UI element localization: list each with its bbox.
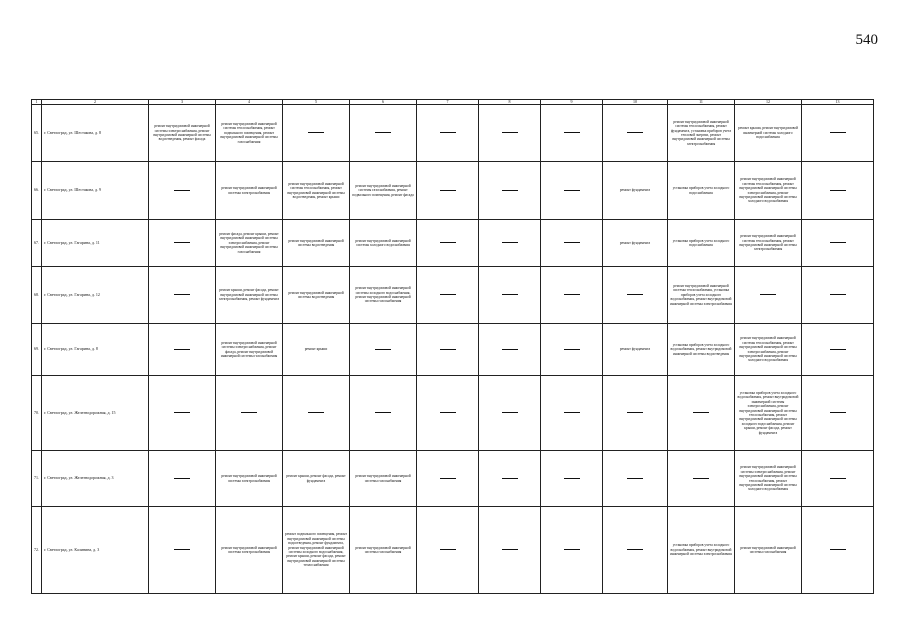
- empty-cell: [668, 451, 735, 507]
- column-header: 6: [350, 100, 417, 105]
- works-cell: ремонт внутридомовой инженерной системы газоснабжения, ремонт подвального помещения, ремонт фасада: [350, 162, 417, 220]
- row-number: 67.: [32, 220, 42, 267]
- works-cell: ремонт внутридомовой инженерной системы электроснабжения, ремонт внутридомовой инженерной системы теплоснабжения, ремонт внутридомовой инженерной системы холодного водоснабжения: [735, 451, 802, 507]
- dash-mark: [693, 478, 709, 479]
- dash-mark: [564, 412, 580, 413]
- empty-cell: [802, 507, 874, 594]
- dash-mark: [440, 132, 456, 133]
- repair-schedule-table: [31, 99, 874, 594]
- dash-mark: [564, 294, 580, 295]
- page-number: 540: [855, 32, 878, 48]
- empty-cell: [479, 105, 541, 162]
- works-cell: ремонт внутридомовой инженерной системы теплоснабжения, ремонт подвального помещения, ремонт внутридомовой инженерной системы газоснабжения: [216, 105, 283, 162]
- row-number: 68.: [32, 267, 42, 324]
- column-header: 11: [668, 100, 735, 105]
- empty-cell: [417, 324, 479, 376]
- address-cell: г. Светлоград, ул. Гагарина, д. 11: [42, 220, 149, 267]
- dash-mark: [627, 412, 643, 413]
- column-header: 8: [479, 100, 541, 105]
- dash-mark: [174, 549, 190, 550]
- empty-cell: [541, 376, 603, 451]
- dash-mark: [564, 349, 580, 350]
- dash-mark: [174, 478, 190, 479]
- works-cell: ремонт крыши, ремонт фасада, ремонт внутридомовой инженерной системы электроснабжения, ремонт фундамента: [216, 267, 283, 324]
- dash-mark: [627, 478, 643, 479]
- empty-cell: [541, 162, 603, 220]
- empty-cell: [802, 267, 874, 324]
- dash-mark: [627, 549, 643, 550]
- row-number: 66.: [32, 162, 42, 220]
- dash-mark: [440, 349, 456, 350]
- works-cell: ремонт фасада, ремонт крыши, ремонт внутридомовой инженерной системы электроснабжения, ремонт внутридомовой инженерной системы газоснабжения: [216, 220, 283, 267]
- dash-mark: [502, 349, 518, 350]
- dash-mark: [174, 349, 190, 350]
- address-cell: г. Светлоград, ул. Гагарина, д. 8: [42, 324, 149, 376]
- empty-cell: [149, 162, 216, 220]
- empty-cell: [417, 220, 479, 267]
- dash-mark: [375, 132, 391, 133]
- works-cell: ремонт фундамента: [603, 162, 668, 220]
- empty-cell: [802, 451, 874, 507]
- empty-cell: [417, 267, 479, 324]
- empty-cell: [479, 267, 541, 324]
- column-header: 2: [42, 100, 149, 105]
- works-cell: ремонт внутридомовой инженерной системы теплоснабжения, ремонт фундамента, установка приборов учета тепловой энергии, ремонт внутридомовой инженерной системы электроснабжения: [668, 105, 735, 162]
- works-cell: ремонт внутридомовой инженерной системы газоснабжения: [350, 507, 417, 594]
- empty-cell: [479, 507, 541, 594]
- column-header: 9: [541, 100, 603, 105]
- empty-cell: [541, 451, 603, 507]
- column-header: 1: [32, 100, 42, 105]
- empty-cell: [417, 105, 479, 162]
- dash-mark: [440, 242, 456, 243]
- table-row: [32, 376, 874, 451]
- dash-mark: [830, 242, 846, 243]
- row-number: 71.: [32, 451, 42, 507]
- dash-mark: [564, 190, 580, 191]
- dash-mark: [375, 349, 391, 350]
- table-row: [32, 267, 874, 324]
- dash-mark: [174, 242, 190, 243]
- column-header: 5: [283, 100, 350, 105]
- empty-cell: [603, 267, 668, 324]
- empty-cell: [149, 267, 216, 324]
- address-cell: г. Светлоград, ул. Железнодорожная, д. 3: [42, 451, 149, 507]
- works-cell: установка приборов учета холодного водоснабжения: [668, 220, 735, 267]
- row-number: 70.: [32, 376, 42, 451]
- dash-mark: [693, 412, 709, 413]
- works-cell: ремонт внутридомовой инженерной системы водоотведения: [283, 220, 350, 267]
- dash-mark: [440, 412, 456, 413]
- table-row: [32, 220, 874, 267]
- dash-mark: [440, 294, 456, 295]
- dash-mark: [502, 190, 518, 191]
- empty-cell: [802, 324, 874, 376]
- empty-cell: [541, 324, 603, 376]
- empty-cell: [802, 162, 874, 220]
- works-cell: ремонт внутридомовой инженерной системы водоотведения: [283, 267, 350, 324]
- works-cell: установка приборов учета холодного водоснабжения, ремонт внутридомовой инженерной системы электроснабжения, ремонт внутридомовой инженерной системы теплоснабжения, ремонт внутридомовой инженерной системы холодного водоснабжения, ремонт крыши, ремонт фасада, ремонт фундамента: [735, 376, 802, 451]
- address-cell: г. Светлоград, ул. Железнодорожная, д. 15: [42, 376, 149, 451]
- dash-mark: [174, 412, 190, 413]
- table-row: [32, 324, 874, 376]
- empty-cell: [603, 105, 668, 162]
- address-cell: г. Светлоград, ул. Гагарина, д. 12: [42, 267, 149, 324]
- dash-mark: [440, 190, 456, 191]
- empty-cell: [283, 105, 350, 162]
- column-header: 3: [149, 100, 216, 105]
- works-cell: установка приборов учета холодного водоснабжения, ремонт внутридомовой инженерной системы электроснабжения: [668, 507, 735, 594]
- empty-cell: [417, 376, 479, 451]
- works-cell: ремонт внутридомовой инженерной системы теплоснабжения, ремонт внутридомовой инженерной системы электроснабжения: [735, 220, 802, 267]
- works-cell: ремонт фундамента: [603, 324, 668, 376]
- column-header: 7: [417, 100, 479, 105]
- dash-mark: [830, 132, 846, 133]
- works-cell: ремонт внутридомовой инженерной системы газоснабжения: [735, 507, 802, 594]
- dash-mark: [241, 412, 257, 413]
- empty-cell: [149, 451, 216, 507]
- dash-mark: [174, 294, 190, 295]
- empty-cell: [417, 451, 479, 507]
- dash-mark: [830, 478, 846, 479]
- empty-cell: [802, 376, 874, 451]
- table-row: [32, 507, 874, 594]
- dash-mark: [830, 412, 846, 413]
- dash-mark: [627, 132, 643, 133]
- dash-mark: [760, 294, 776, 295]
- works-cell: ремонт внутридомовой инженерной системы электроснабжения: [216, 451, 283, 507]
- empty-cell: [417, 162, 479, 220]
- dash-mark: [564, 132, 580, 133]
- works-cell: ремонт внутридомовой инженерной системы электроснабжения, ремонт внутридомовой инженерной системы водоотведения, ремонт фасада: [149, 105, 216, 162]
- dash-mark: [502, 294, 518, 295]
- empty-cell: [802, 105, 874, 162]
- dash-mark: [375, 412, 391, 413]
- works-cell: установка приборов учета холодного водоснабжения, ремонт внутридомовой инженерной системы водоотведения: [668, 324, 735, 376]
- empty-cell: [479, 451, 541, 507]
- works-cell: ремонт внутридомовой инженерной системы теплоснабжения, ремонт внутридомовой инженерной системы электроснабжения, ремонт внутридомовой инженерной системы холодного водоснабжения: [735, 324, 802, 376]
- empty-cell: [149, 220, 216, 267]
- empty-cell: [350, 376, 417, 451]
- empty-cell: [350, 324, 417, 376]
- empty-cell: [603, 451, 668, 507]
- dash-mark: [830, 349, 846, 350]
- works-cell: ремонт внутридомовой инженерной системы теплоснабжения, ремонт внутридомовой инженерной системы электроснабжения, ремонт внутридомовой инженерной системы холодного водоснабжения: [735, 162, 802, 220]
- empty-cell: [149, 376, 216, 451]
- empty-cell: [149, 507, 216, 594]
- empty-cell: [541, 507, 603, 594]
- dash-mark: [174, 190, 190, 191]
- dash-mark: [440, 549, 456, 550]
- dash-mark: [627, 294, 643, 295]
- row-number: 65.: [32, 105, 42, 162]
- dash-mark: [564, 549, 580, 550]
- empty-cell: [479, 376, 541, 451]
- works-cell: ремонт фундамента: [603, 220, 668, 267]
- empty-cell: [541, 267, 603, 324]
- dash-mark: [502, 242, 518, 243]
- row-number: 72.: [32, 507, 42, 594]
- works-cell: ремонт крыши, ремонт внутридомовой инженерной системы холодного водоснабжения: [735, 105, 802, 162]
- column-header: 12: [735, 100, 802, 105]
- dash-mark: [564, 478, 580, 479]
- dash-mark: [308, 412, 324, 413]
- empty-cell: [417, 507, 479, 594]
- works-cell: ремонт внутридомовой инженерной системы электроснабжения: [216, 507, 283, 594]
- dash-mark: [564, 242, 580, 243]
- works-cell: ремонт внутридомовой инженерной системы теплоснабжения, ремонт внутридомовой инженерной системы водоотведения, ремонт крыши: [283, 162, 350, 220]
- empty-cell: [668, 376, 735, 451]
- dash-mark: [830, 294, 846, 295]
- empty-cell: [283, 376, 350, 451]
- dash-mark: [830, 549, 846, 550]
- dash-mark: [308, 132, 324, 133]
- empty-cell: [216, 376, 283, 451]
- dash-mark: [502, 478, 518, 479]
- row-number: 69.: [32, 324, 42, 376]
- dash-mark: [830, 190, 846, 191]
- empty-cell: [802, 220, 874, 267]
- works-cell: ремонт внутридомовой инженерной системы теплоснабжения, установка приборов учета холодного водоснабжения, ремонт внутридомовой инженерной системы электроснабжения: [668, 267, 735, 324]
- works-cell: ремонт крыши: [283, 324, 350, 376]
- works-cell: ремонт подвального помещения, ремонт внутридомовой инженерной системы водоотведения, ремонт фундамента, ремонт внутридомовой инженерной системы холодного водоснабжения, ремонт крыши, ремонт фасада, ремонт внутридомовой инженерной системы теплоснабжения: [283, 507, 350, 594]
- works-cell: ремонт крыши, ремонт фасада, ремонт фундамента: [283, 451, 350, 507]
- works-cell: ремонт внутридомовой инженерной системы газоснабжения: [350, 451, 417, 507]
- works-cell: ремонт внутридомовой инженерной системы холодного водоснабжения: [350, 220, 417, 267]
- address-cell: г. Светлоград, ул. Калинина, д. 3: [42, 507, 149, 594]
- empty-cell: [479, 162, 541, 220]
- empty-cell: [479, 220, 541, 267]
- empty-cell: [541, 220, 603, 267]
- address-cell: г. Светлоград, ул. Шестакова, д. 8: [42, 105, 149, 162]
- works-cell: ремонт внутридомовой инженерной системы электроснабжения: [216, 162, 283, 220]
- empty-cell: [479, 324, 541, 376]
- dash-mark: [502, 132, 518, 133]
- dash-mark: [502, 412, 518, 413]
- dash-mark: [440, 478, 456, 479]
- column-header: 4: [216, 100, 283, 105]
- empty-cell: [603, 507, 668, 594]
- works-cell: установка приборов учета холодного водоснабжения: [668, 162, 735, 220]
- empty-cell: [149, 324, 216, 376]
- table-row: [32, 451, 874, 507]
- works-cell: ремонт внутридомовой инженерной системы холодного водоснабжения, ремонт внутридомовой инженерной системы газоснабжения: [350, 267, 417, 324]
- empty-cell: [603, 376, 668, 451]
- dash-mark: [502, 549, 518, 550]
- column-header: 13: [802, 100, 874, 105]
- table-row: [32, 105, 874, 162]
- empty-cell: [735, 267, 802, 324]
- works-cell: ремонт внутридомовой инженерной системы электроснабжения, ремонт фасада, ремонт внутридомовой инженерной системы газоснабжения: [216, 324, 283, 376]
- table-row: [32, 162, 874, 220]
- empty-cell: [350, 105, 417, 162]
- empty-cell: [541, 105, 603, 162]
- address-cell: г. Светлоград, ул. Шестакова, д. 9: [42, 162, 149, 220]
- column-header: 10: [603, 100, 668, 105]
